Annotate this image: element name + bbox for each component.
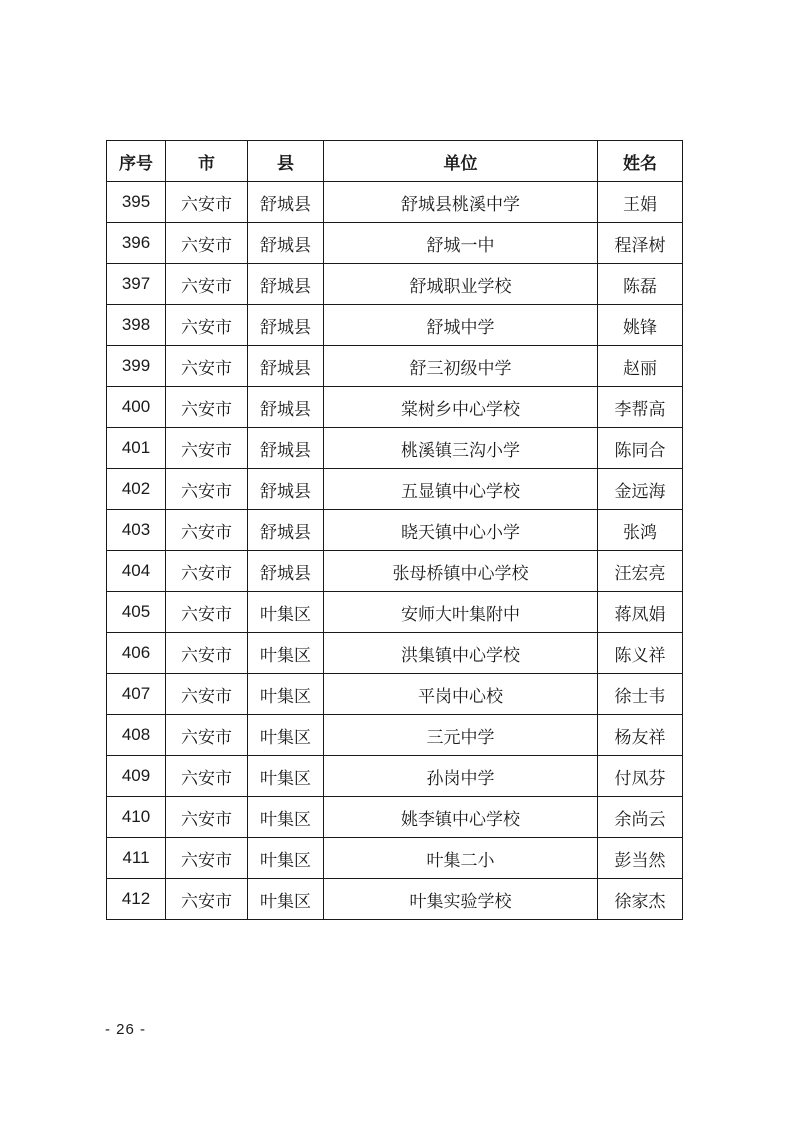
table-row <box>107 182 683 223</box>
cell-county: 舒城县 <box>248 428 324 469</box>
cell-city: 六安市 <box>166 469 248 510</box>
table-row <box>107 469 683 510</box>
cell-county: 舒城县 <box>248 387 324 428</box>
cell-county: 舒城县 <box>248 469 324 510</box>
cell-city: 六安市 <box>166 633 248 674</box>
cell-city: 六安市 <box>166 428 248 469</box>
cell-city: 六安市 <box>166 182 248 223</box>
cell-unit: 舒城县桃溪中学 <box>324 182 598 223</box>
cell-city: 六安市 <box>166 756 248 797</box>
cell-city: 六安市 <box>166 346 248 387</box>
cell-city: 六安市 <box>166 223 248 264</box>
cell-name: 杨友祥 <box>598 715 683 756</box>
header-name: 姓名 <box>598 141 683 182</box>
cell-unit: 平岗中心校 <box>324 674 598 715</box>
table-row <box>107 715 683 756</box>
cell-index: 402 <box>107 469 166 510</box>
cell-unit: 三元中学 <box>324 715 598 756</box>
table-row <box>107 510 683 551</box>
cell-name: 陈磊 <box>598 264 683 305</box>
cell-name: 程泽树 <box>598 223 683 264</box>
table-row <box>107 223 683 264</box>
cell-index: 410 <box>107 797 166 838</box>
table-row <box>107 592 683 633</box>
cell-unit: 叶集二小 <box>324 838 598 879</box>
cell-index: 412 <box>107 879 166 920</box>
cell-county: 舒城县 <box>248 305 324 346</box>
table-row <box>107 264 683 305</box>
cell-index: 397 <box>107 264 166 305</box>
cell-unit: 舒三初级中学 <box>324 346 598 387</box>
cell-unit: 叶集实验学校 <box>324 879 598 920</box>
cell-county: 舒城县 <box>248 346 324 387</box>
cell-index: 403 <box>107 510 166 551</box>
cell-name: 徐士韦 <box>598 674 683 715</box>
cell-county: 叶集区 <box>248 592 324 633</box>
cell-index: 406 <box>107 633 166 674</box>
cell-unit: 棠树乡中心学校 <box>324 387 598 428</box>
cell-county: 舒城县 <box>248 551 324 592</box>
cell-name: 彭当然 <box>598 838 683 879</box>
cell-city: 六安市 <box>166 838 248 879</box>
cell-name: 金远海 <box>598 469 683 510</box>
cell-unit: 晓天镇中心小学 <box>324 510 598 551</box>
cell-county: 叶集区 <box>248 674 324 715</box>
cell-name: 蒋凤娟 <box>598 592 683 633</box>
cell-unit: 洪集镇中心学校 <box>324 633 598 674</box>
cell-index: 401 <box>107 428 166 469</box>
header-city: 市 <box>166 141 248 182</box>
cell-name: 徐家杰 <box>598 879 683 920</box>
cell-name: 陈同合 <box>598 428 683 469</box>
cell-name: 余尚云 <box>598 797 683 838</box>
cell-unit: 舒城职业学校 <box>324 264 598 305</box>
roster-table <box>106 140 683 920</box>
cell-city: 六安市 <box>166 715 248 756</box>
cell-name: 陈义祥 <box>598 633 683 674</box>
cell-name: 付凤芬 <box>598 756 683 797</box>
table-row <box>107 838 683 879</box>
table-row <box>107 305 683 346</box>
cell-unit: 五显镇中心学校 <box>324 469 598 510</box>
cell-name: 姚锋 <box>598 305 683 346</box>
cell-index: 396 <box>107 223 166 264</box>
cell-county: 叶集区 <box>248 797 324 838</box>
cell-index: 408 <box>107 715 166 756</box>
cell-city: 六安市 <box>166 797 248 838</box>
table-row <box>107 879 683 920</box>
cell-index: 404 <box>107 551 166 592</box>
cell-index: 407 <box>107 674 166 715</box>
cell-city: 六安市 <box>166 510 248 551</box>
cell-city: 六安市 <box>166 387 248 428</box>
cell-city: 六安市 <box>166 674 248 715</box>
cell-index: 405 <box>107 592 166 633</box>
cell-county: 舒城县 <box>248 510 324 551</box>
cell-county: 舒城县 <box>248 223 324 264</box>
cell-county: 舒城县 <box>248 182 324 223</box>
cell-city: 六安市 <box>166 879 248 920</box>
cell-county: 叶集区 <box>248 756 324 797</box>
cell-index: 398 <box>107 305 166 346</box>
cell-city: 六安市 <box>166 305 248 346</box>
cell-unit: 张母桥镇中心学校 <box>324 551 598 592</box>
cell-city: 六安市 <box>166 592 248 633</box>
cell-index: 411 <box>107 838 166 879</box>
cell-county: 叶集区 <box>248 838 324 879</box>
cell-county: 叶集区 <box>248 879 324 920</box>
table-row <box>107 674 683 715</box>
table-row <box>107 633 683 674</box>
header-county: 县 <box>248 141 324 182</box>
cell-unit: 舒城一中 <box>324 223 598 264</box>
cell-unit: 安师大叶集附中 <box>324 592 598 633</box>
cell-unit: 姚李镇中心学校 <box>324 797 598 838</box>
cell-name: 李帮高 <box>598 387 683 428</box>
header-index: 序号 <box>107 141 166 182</box>
table-row <box>107 797 683 838</box>
cell-city: 六安市 <box>166 264 248 305</box>
cell-index: 395 <box>107 182 166 223</box>
cell-index: 399 <box>107 346 166 387</box>
table-row <box>107 756 683 797</box>
table-row <box>107 428 683 469</box>
cell-county: 舒城县 <box>248 264 324 305</box>
cell-name: 汪宏亮 <box>598 551 683 592</box>
cell-name: 张鸿 <box>598 510 683 551</box>
cell-index: 409 <box>107 756 166 797</box>
cell-county: 叶集区 <box>248 633 324 674</box>
cell-unit: 桃溪镇三沟小学 <box>324 428 598 469</box>
table-row <box>107 387 683 428</box>
cell-unit: 舒城中学 <box>324 305 598 346</box>
cell-name: 赵丽 <box>598 346 683 387</box>
page-number: - 26 - <box>105 1021 147 1038</box>
cell-unit: 孙岗中学 <box>324 756 598 797</box>
cell-county: 叶集区 <box>248 715 324 756</box>
cell-name: 王娟 <box>598 182 683 223</box>
table-row <box>107 551 683 592</box>
header-unit: 单位 <box>324 141 598 182</box>
cell-city: 六安市 <box>166 551 248 592</box>
table-header-row <box>107 141 683 182</box>
cell-index: 400 <box>107 387 166 428</box>
table-row <box>107 346 683 387</box>
